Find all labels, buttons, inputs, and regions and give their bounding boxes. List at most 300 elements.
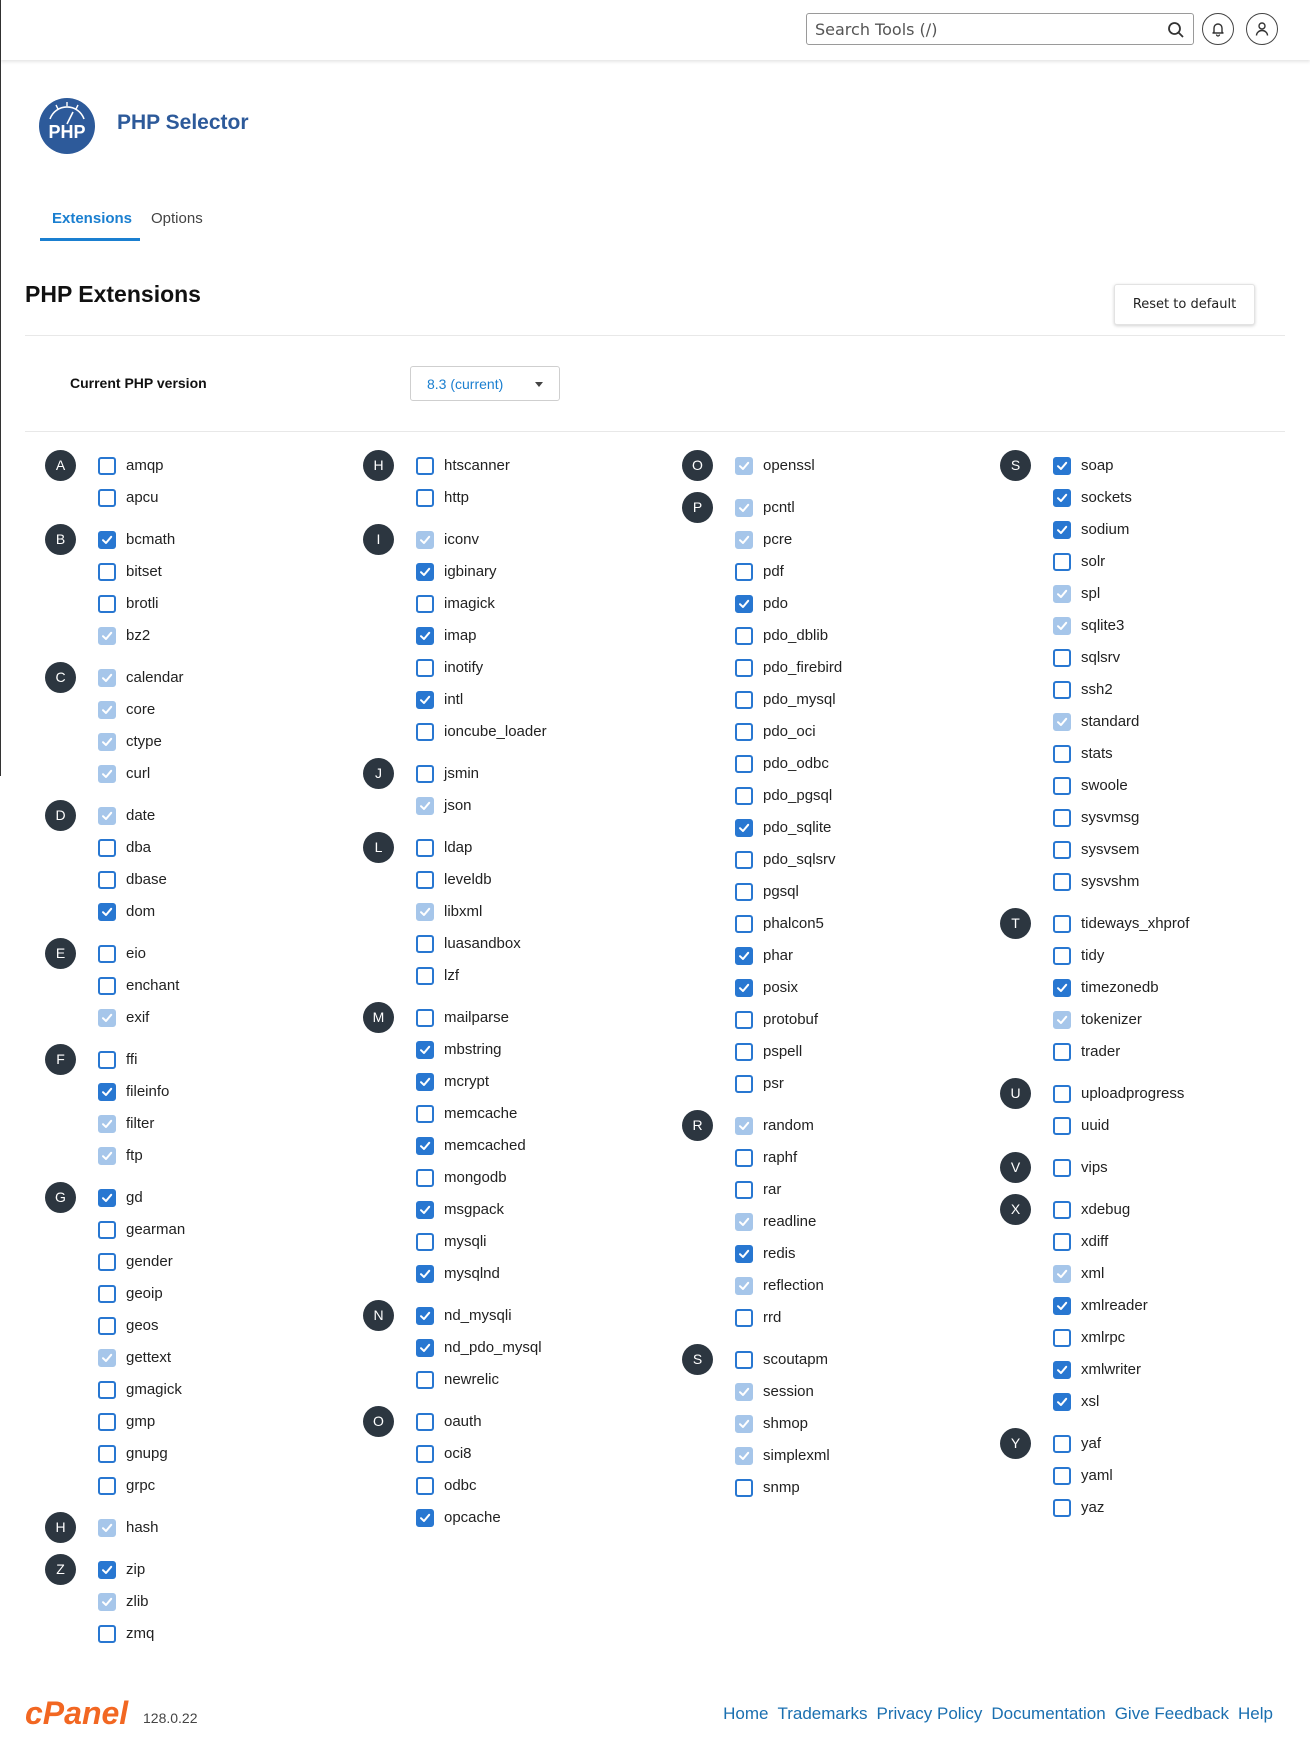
extension-checkbox [1053,585,1071,603]
check-icon [1055,587,1069,601]
extension-checkbox[interactable] [1053,1467,1071,1485]
extension-row [682,1383,982,1415]
extension-checkbox[interactable] [416,457,434,475]
extension-checkbox[interactable] [1053,489,1071,507]
extension-checkbox[interactable] [735,1181,753,1199]
extension-checkbox[interactable] [1053,947,1071,965]
check-icon [737,981,751,995]
extension-checkbox [98,1519,116,1537]
extension-checkbox[interactable] [735,1479,753,1497]
extension-row [363,967,663,999]
extension-checkbox[interactable] [416,1041,434,1059]
extension-label: brotli [126,595,159,612]
extension-row [45,903,345,935]
extension-checkbox[interactable] [1053,777,1071,795]
letter-badge: U [1000,1078,1031,1109]
letter-badge: V [1000,1152,1031,1183]
extension-row [363,457,663,489]
extension-row [45,1317,345,1349]
extension-checkbox[interactable] [98,1445,116,1463]
extension-label: msgpack [444,1201,505,1218]
extension-checkbox[interactable] [1053,1233,1071,1251]
extension-checkbox[interactable] [98,839,116,857]
extension-checkbox[interactable] [1053,1361,1071,1379]
extension-label: yaml [1081,1467,1113,1484]
extension-label: date [126,807,156,824]
extension-label: opcache [444,1509,501,1526]
extension-row [45,1147,345,1179]
extension-checkbox[interactable] [98,1625,116,1643]
extension-label: gmp [126,1413,156,1430]
extension-checkbox[interactable] [416,1201,434,1219]
extension-label: bitset [126,563,162,580]
extension-checkbox[interactable] [735,755,753,773]
extension-row [682,627,982,659]
check-icon [418,1075,432,1089]
extension-row [45,457,345,489]
extension-row [45,489,345,521]
extension-label: memcache [444,1105,518,1122]
extension-checkbox[interactable] [416,691,434,709]
extension-row [682,755,982,787]
extension-checkbox[interactable] [416,1105,434,1123]
extension-row [682,691,982,723]
extension-checkbox[interactable] [416,595,434,613]
extension-checkbox[interactable] [1053,1201,1071,1219]
extension-label: phar [763,947,794,964]
letter-badge: O [363,1406,394,1437]
extension-label: apcu [126,489,159,506]
extension-row [45,1625,345,1657]
footer-link-give-feedback[interactable]: Give Feedback [1114,1704,1230,1723]
php-selector-logo [39,98,95,154]
extension-checkbox[interactable] [1053,1393,1071,1411]
letter-badge: P [682,492,713,523]
cpanel-version: 128.0.22 [143,1710,198,1726]
extension-row [363,1137,663,1169]
extension-row [1000,1393,1300,1425]
extension-row [363,1169,663,1201]
letter-badge: C [45,662,76,693]
extension-checkbox[interactable] [416,871,434,889]
extension-row [682,915,982,947]
extension-label: sysvsem [1081,841,1140,858]
extension-checkbox[interactable] [1053,1085,1071,1103]
extension-label: rrd [763,1309,782,1326]
check-icon [1055,459,1069,473]
extension-row [682,1351,982,1383]
extension-checkbox[interactable] [416,1445,434,1463]
extension-label: sysvmsg [1081,809,1140,826]
extension-label: odbc [444,1477,477,1494]
extension-label: timezonedb [1081,979,1159,996]
extension-checkbox[interactable] [98,1189,116,1207]
extension-checkbox[interactable] [735,979,753,997]
check-icon [100,1011,114,1025]
extension-row [363,797,663,829]
extension-row [1000,1265,1300,1297]
extension-row [682,947,982,979]
letter-badge: H [45,1512,76,1543]
extension-row [1000,1043,1300,1075]
extension-checkbox[interactable] [1053,521,1071,539]
extension-label: pcntl [763,499,795,516]
letter-badge: G [45,1182,76,1213]
footer-link-help[interactable]: Help [1238,1704,1273,1723]
check-icon [418,1267,432,1281]
letter-badge: T [1000,908,1031,939]
extension-checkbox [735,1213,753,1231]
extension-checkbox[interactable] [98,1253,116,1271]
extension-row [45,945,345,977]
extension-checkbox [98,1009,116,1027]
extension-checkbox[interactable] [735,691,753,709]
extension-checkbox[interactable] [98,1413,116,1431]
extension-checkbox[interactable] [98,489,116,507]
extension-label: pdo [763,595,789,612]
top-bar [1,0,1310,60]
extension-checkbox[interactable] [416,967,434,985]
extension-label: fileinfo [126,1083,170,1100]
check-icon [100,533,114,547]
extension-label: libxml [444,903,483,920]
check-icon [100,1117,114,1131]
extension-checkbox [735,1447,753,1465]
extension-row [363,1445,663,1477]
check-icon [418,693,432,707]
extension-row [682,1043,982,1075]
extension-checkbox[interactable] [98,1317,116,1335]
check-icon [737,533,751,547]
search-input[interactable] [815,19,1155,39]
extension-label: geos [126,1317,159,1334]
extension-checkbox[interactable] [98,1285,116,1303]
extension-checkbox[interactable] [1053,1159,1071,1177]
extension-row [682,1011,982,1043]
extension-label: gnupg [126,1445,168,1462]
extension-checkbox[interactable] [416,1371,434,1389]
extension-row [1000,1329,1300,1361]
extension-row [45,563,345,595]
extension-checkbox[interactable] [735,883,753,901]
extension-label: mysqli [444,1233,487,1250]
extension-checkbox[interactable] [1053,745,1071,763]
extension-checkbox[interactable] [98,1477,116,1495]
check-icon [1055,981,1069,995]
extension-checkbox[interactable] [1053,1117,1071,1135]
extension-label: psr [763,1075,784,1092]
footer-link-home[interactable]: Home [723,1704,769,1723]
extension-checkbox[interactable] [1053,553,1071,571]
extension-label: dbase [126,871,167,888]
extension-label: luasandbox [444,935,521,952]
extension-checkbox[interactable] [735,723,753,741]
letter-badge: Y [1000,1428,1031,1459]
extension-row [682,1245,982,1277]
extension-row [1000,1435,1300,1467]
extension-checkbox[interactable] [735,1043,753,1061]
extension-checkbox[interactable] [98,945,116,963]
extension-checkbox[interactable] [416,1339,434,1357]
extension-row [363,595,663,627]
extension-label: xmlwriter [1081,1361,1141,1378]
extension-label: pdo_mysql [763,691,836,708]
extension-row [45,701,345,733]
extension-label: tidy [1081,947,1105,964]
extension-checkbox [98,1147,116,1165]
check-icon [418,1309,432,1323]
extension-label: reflection [763,1277,824,1294]
check-icon [418,799,432,813]
extension-row [45,669,345,701]
extension-row [1000,1467,1300,1499]
extension-row [363,1339,663,1371]
extension-label: xsl [1081,1393,1100,1410]
extension-checkbox[interactable] [98,1221,116,1239]
extension-checkbox [735,499,753,517]
extension-row [363,659,663,691]
extension-label: oauth [444,1413,482,1430]
extension-label: posix [763,979,799,996]
extension-checkbox[interactable] [416,1307,434,1325]
extension-row [682,595,982,627]
extension-label: pdo_pgsql [763,787,833,804]
extension-checkbox[interactable] [1053,873,1071,891]
extension-row [1000,457,1300,489]
check-icon [100,735,114,749]
extension-checkbox[interactable] [416,765,434,783]
extension-checkbox[interactable] [416,563,434,581]
extension-checkbox[interactable] [1053,1499,1071,1517]
extension-checkbox[interactable] [416,1137,434,1155]
extension-checkbox[interactable] [416,1413,434,1431]
extension-checkbox[interactable] [416,1265,434,1283]
extension-label: pdo_sqlsrv [763,851,836,868]
extension-row [363,1265,663,1297]
extension-checkbox[interactable] [98,903,116,921]
user-menu-button[interactable] [1246,13,1278,45]
extension-checkbox[interactable] [1053,915,1071,933]
extension-checkbox[interactable] [98,457,116,475]
extension-checkbox[interactable] [735,1075,753,1093]
extension-label: htscanner [444,457,510,474]
extension-checkbox[interactable] [416,1233,434,1251]
extension-checkbox[interactable] [416,627,434,645]
extension-checkbox[interactable] [416,839,434,857]
extension-checkbox[interactable] [1053,809,1071,827]
notifications-button[interactable] [1202,13,1234,45]
extension-row [682,883,982,915]
letter-badge: O [682,450,713,481]
extension-row [682,563,982,595]
extension-row [363,935,663,967]
check-icon [418,629,432,643]
extension-checkbox[interactable] [98,1051,116,1069]
extension-row [682,457,982,489]
extension-row [363,723,663,755]
extension-row [1000,553,1300,585]
check-icon [100,809,114,823]
extension-checkbox [98,765,116,783]
extension-row [45,1477,345,1509]
extension-checkbox[interactable] [735,851,753,869]
extension-row [1000,873,1300,905]
extension-checkbox [98,701,116,719]
extension-label: core [126,701,156,718]
extension-label: zlib [126,1593,149,1610]
extension-label: leveldb [444,871,492,888]
search-icon[interactable] [1167,21,1185,39]
extension-label: readline [763,1213,817,1230]
extension-row [363,1509,663,1541]
extension-checkbox[interactable] [1053,841,1071,859]
extension-checkbox[interactable] [98,563,116,581]
extension-checkbox[interactable] [735,1245,753,1263]
check-icon [100,767,114,781]
extension-label: json [444,797,472,814]
extension-label: mcrypt [444,1073,489,1090]
extension-checkbox[interactable] [735,1149,753,1167]
extension-checkbox[interactable] [416,1009,434,1027]
extension-row [1000,521,1300,553]
check-icon [100,1351,114,1365]
extension-checkbox[interactable] [416,723,434,741]
extension-checkbox[interactable] [416,1073,434,1091]
extension-label: pgsql [763,883,799,900]
extension-checkbox[interactable] [735,915,753,933]
extension-checkbox[interactable] [1053,979,1071,997]
extension-row [363,1371,663,1403]
extension-label: grpc [126,1477,156,1494]
extension-label: pdo_dblib [763,627,829,644]
search-box[interactable] [806,13,1194,45]
check-icon [1055,1363,1069,1377]
extension-checkbox[interactable] [1053,1297,1071,1315]
extension-row [45,1253,345,1285]
extension-row [45,1349,345,1381]
extension-row [45,627,345,659]
extension-row [1000,979,1300,1011]
extension-checkbox[interactable] [416,1169,434,1187]
extension-label: xdebug [1081,1201,1131,1218]
extension-checkbox[interactable] [1053,681,1071,699]
extension-checkbox[interactable] [1053,649,1071,667]
letter-badge: N [363,1300,394,1331]
php-version-select[interactable] [410,366,560,401]
extension-label: snmp [763,1479,800,1496]
check-icon [737,597,751,611]
letter-badge: A [45,450,76,481]
extension-row [45,1381,345,1413]
extension-checkbox[interactable] [1053,1435,1071,1453]
extension-row [682,787,982,819]
extension-checkbox[interactable] [416,1509,434,1527]
extension-checkbox[interactable] [416,1477,434,1495]
extension-checkbox[interactable] [98,531,116,549]
extension-row [363,563,663,595]
extension-label: hash [126,1519,159,1536]
extension-row [363,1413,663,1445]
extension-checkbox[interactable] [735,627,753,645]
extension-checkbox[interactable] [416,489,434,507]
extension-checkbox[interactable] [1053,457,1071,475]
extension-checkbox[interactable] [735,947,753,965]
extension-label: ioncube_loader [444,723,547,740]
extension-checkbox[interactable] [735,1351,753,1369]
extension-checkbox[interactable] [98,595,116,613]
footer-link-privacy-policy[interactable]: Privacy Policy [876,1704,983,1723]
extension-label: gmagick [126,1381,182,1398]
extension-row [1000,585,1300,617]
check-icon [418,1341,432,1355]
page-title: PHP Selector [117,111,249,134]
extension-checkbox[interactable] [735,595,753,613]
extension-label: newrelic [444,1371,500,1388]
extension-checkbox [735,1277,753,1295]
extension-checkbox [735,1117,753,1135]
extension-row [363,765,663,797]
divider [25,335,1285,336]
extension-label: scoutapm [763,1351,829,1368]
extension-checkbox[interactable] [98,977,116,995]
extension-checkbox[interactable] [735,1309,753,1327]
extension-checkbox [416,531,434,549]
extension-checkbox[interactable] [735,563,753,581]
check-icon [737,501,751,515]
extension-checkbox[interactable] [1053,1043,1071,1061]
reset-to-default-button[interactable]: Reset to default [1114,284,1255,325]
extension-label: ctype [126,733,162,750]
extension-checkbox[interactable] [416,935,434,953]
extension-checkbox[interactable] [98,1381,116,1399]
extension-column [682,457,982,1511]
extension-row [363,1073,663,1105]
extension-row [1000,649,1300,681]
extension-row [682,659,982,691]
extension-checkbox[interactable] [98,1083,116,1101]
letter-badge: L [363,832,394,863]
extension-checkbox[interactable] [735,819,753,837]
extension-row [1000,947,1300,979]
tab-extensions[interactable]: Extensions [52,210,133,227]
extension-checkbox[interactable] [1053,1329,1071,1347]
footer-link-documentation[interactable]: Documentation [991,1704,1106,1723]
check-icon [1055,619,1069,633]
tab-options[interactable]: Options [151,210,203,227]
check-icon [737,1449,751,1463]
extension-checkbox[interactable] [735,659,753,677]
extension-checkbox [416,903,434,921]
extension-row [1000,1499,1300,1531]
extension-checkbox[interactable] [416,659,434,677]
check-icon [100,671,114,685]
extension-row [1000,1233,1300,1265]
extension-checkbox[interactable] [735,1011,753,1029]
check-icon [1055,523,1069,537]
extension-row [45,1189,345,1221]
extension-row [45,1519,345,1551]
extension-row [45,1051,345,1083]
extension-label: inotify [444,659,484,676]
extension-checkbox[interactable] [98,871,116,889]
footer-link-trademarks[interactable]: Trademarks [777,1704,868,1723]
extension-checkbox[interactable] [98,1561,116,1579]
extension-checkbox [735,531,753,549]
check-icon [418,565,432,579]
extension-label: stats [1081,745,1113,762]
extension-row [682,1181,982,1213]
extension-checkbox[interactable] [735,787,753,805]
